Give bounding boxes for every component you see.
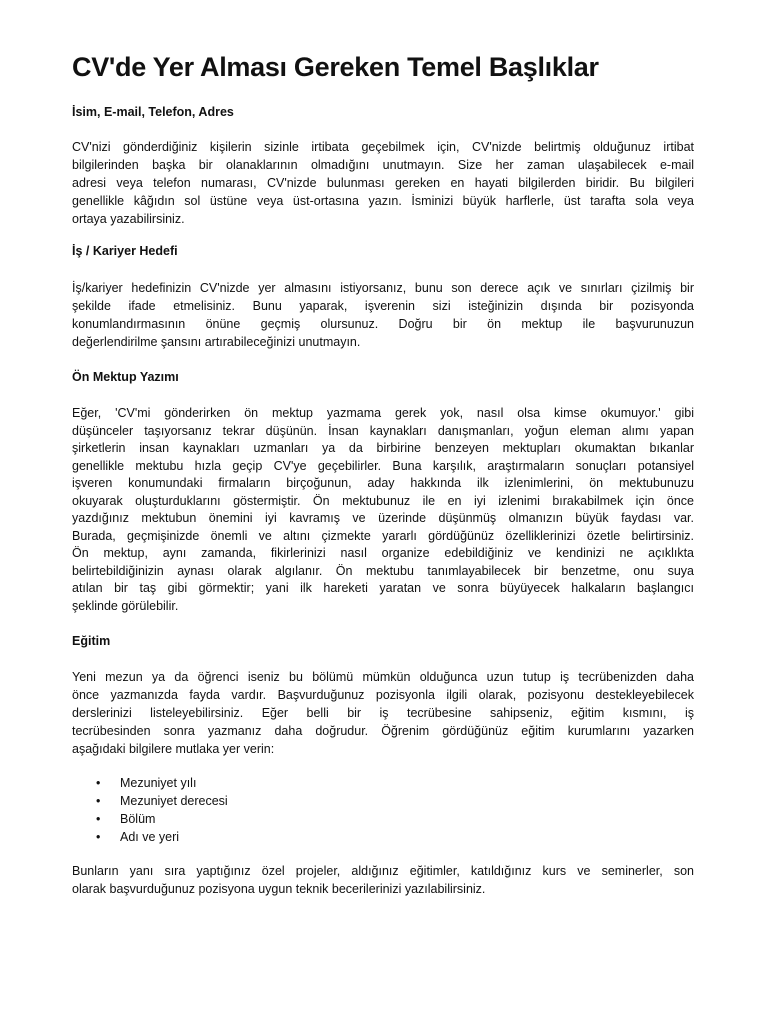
text-line: Eğer, 'CV'mi gönderirken ön mektup yazmama gerek yok, nasıl olsa kimse okumuyor.' gibi — [72, 406, 694, 420]
text-line: şekilde ifade etmelisiniz. Bunu yaparak, işverenin sizi isteğinizin dışında bir pozisyonda — [72, 299, 694, 313]
text-line: şeklinde görülebilir. — [72, 598, 179, 613]
list-item: • Mezuniyet derecesi — [96, 794, 228, 808]
heading-career-goal: İş / Kariyer Hedefi — [72, 244, 178, 258]
text-line: konumlandırmasının önüne geçmiş olursunuz. Doğru bir ön mektup ile başvurunuzun — [72, 317, 694, 331]
text-line: genellikle kâğıdın sol üstüne veya üst-ortasına yazın. İsminizi büyük harflerle, üst tarafta sola veya — [72, 194, 694, 208]
text-line: okuyarak oluşturduklarını göstermiştir. Ön mektubunuz ile en iyi izlenimi bırakabilmek için önce — [72, 493, 694, 508]
text-line: bilgilerinden başka bir olanaklarının olmadığını unutmayın. Size her zaman ulaşabilecek e-mail — [72, 158, 694, 172]
heading-education: Eğitim — [72, 634, 111, 648]
text-line: İş/kariyer hedefinizin CV'nizde yer almasını istiyorsanız, bunu son derece açık ve sınırları çizilmiş bir — [72, 281, 694, 295]
text-line: Bunların yanı sıra yaptığınız özel projeler, aldığınız eğitimler, katıldığınız kurs ve seminerler, son — [72, 864, 694, 878]
text-line: olarak başvurduğunuz pozisyona uygun teknik becerilerinizi yazılabilirsiniz. — [72, 882, 486, 896]
text-line: Ön mektup, aynı zamanda, fikirlerinizi nasıl organize edebildiğiniz ve kendinizi ne açıklıkta — [72, 546, 694, 560]
bullet-icon: • — [96, 776, 101, 790]
text-line: adresi veya telefon numarası, CV'nizde bulunması gereken en hayati bilgilerden biridir. Bu bilgileri — [72, 176, 694, 190]
text-line: tecrübesinden sonra yazmanız daha doğrudur. Öğrenim gördüğünüz eğitim kurumlarını yazarken — [72, 724, 694, 738]
heading-cover-letter: Ön Mektup Yazımı — [72, 370, 179, 384]
heading-contact: İsim, E-mail, Telefon, Adres — [72, 105, 234, 119]
paragraph-contact — [72, 138, 694, 228]
text-line: ortaya yazabilirsiniz. — [72, 212, 185, 226]
paragraph-career-goal — [72, 279, 694, 351]
text-line: Burada, geçmişinizde önemli ve altını çizmekte yararlı gördüğünüz özelliklerinizi özetle belirtirsiniz. — [72, 528, 694, 543]
bullet-icon: • — [96, 794, 101, 808]
text-line: aşağıdaki bilgilere mutlaka yer verin: — [72, 742, 275, 756]
text-line: derslerinizi listeleyebilirsiniz. Eğer belli bir iş tecrübesine sahipseniz, eğitim kısmını, iş — [72, 706, 694, 720]
text-line: yazdığınız mektubun önemini iyi kavramış ve üzerinde düşünmüş olmanızın büyük faydası var. — [72, 511, 694, 525]
text-line: düşünceler taşıyorsanız tekrar düşünün. İnsan kaynakları danışmanları, yoğun eleman alımı yapan — [72, 423, 694, 438]
bullet-icon: • — [96, 830, 101, 844]
bullet-icon: • — [96, 812, 101, 826]
paragraph-education-closing — [72, 862, 694, 898]
text-line: belirtebildiğinizin aynası olarak algılanır. Ön mektubu tanımlayabilecek bir benzetme, onu suya — [72, 563, 694, 578]
text-line: işveren konumundaki firmaların birçoğunun, aday hakkında ilk izlenimlerini, ön mektubunuzu — [72, 476, 694, 490]
text-line: değerlendirilme şansını artırabileceğinizi unutmayın. — [72, 335, 361, 349]
list-item: • Bölüm — [96, 812, 156, 826]
text-line: genellikle mektubu hızla geçip CV'ye geçebilirler. Buna karşılık, araştırmaların sonuçları potansiyel — [72, 458, 694, 473]
text-line: Yeni mezun ya da öğrenci iseniz bu bölümü mümkün olduğunca uzun tutup iş tecrübenizden daha — [72, 670, 694, 684]
list-item: • Mezuniyet yılı — [96, 776, 197, 790]
education-bullet-list — [96, 774, 228, 846]
text-line: CV'nizi gönderdiğiniz kişilerin sizinle irtibata geçebilmek için, CV'nizde belirtmiş olduğunuz irtibat — [72, 140, 694, 154]
text-line: atılan bir taş gibi görmektir; yani ilk hareketi yaratan ve sonra büyüyecek halkaların başlangıcı — [72, 581, 694, 595]
text-line: önce yazmanızda fayda vardır. Başvurduğunuz pozisyonla ilgili olarak, pozisyonu destekleyebilecek — [72, 688, 694, 702]
document-title: CV'de Yer Alması Gereken Temel Başlıklar — [72, 52, 599, 82]
list-item: • Adı ve yeri — [96, 830, 180, 844]
paragraph-education — [72, 668, 694, 758]
paragraph-cover-letter — [72, 405, 694, 615]
text-line: şirketlerin insan kaynakları uzmanları ya da birbirine benzeyen mektupları okumaktan bıkanlar — [72, 441, 694, 455]
